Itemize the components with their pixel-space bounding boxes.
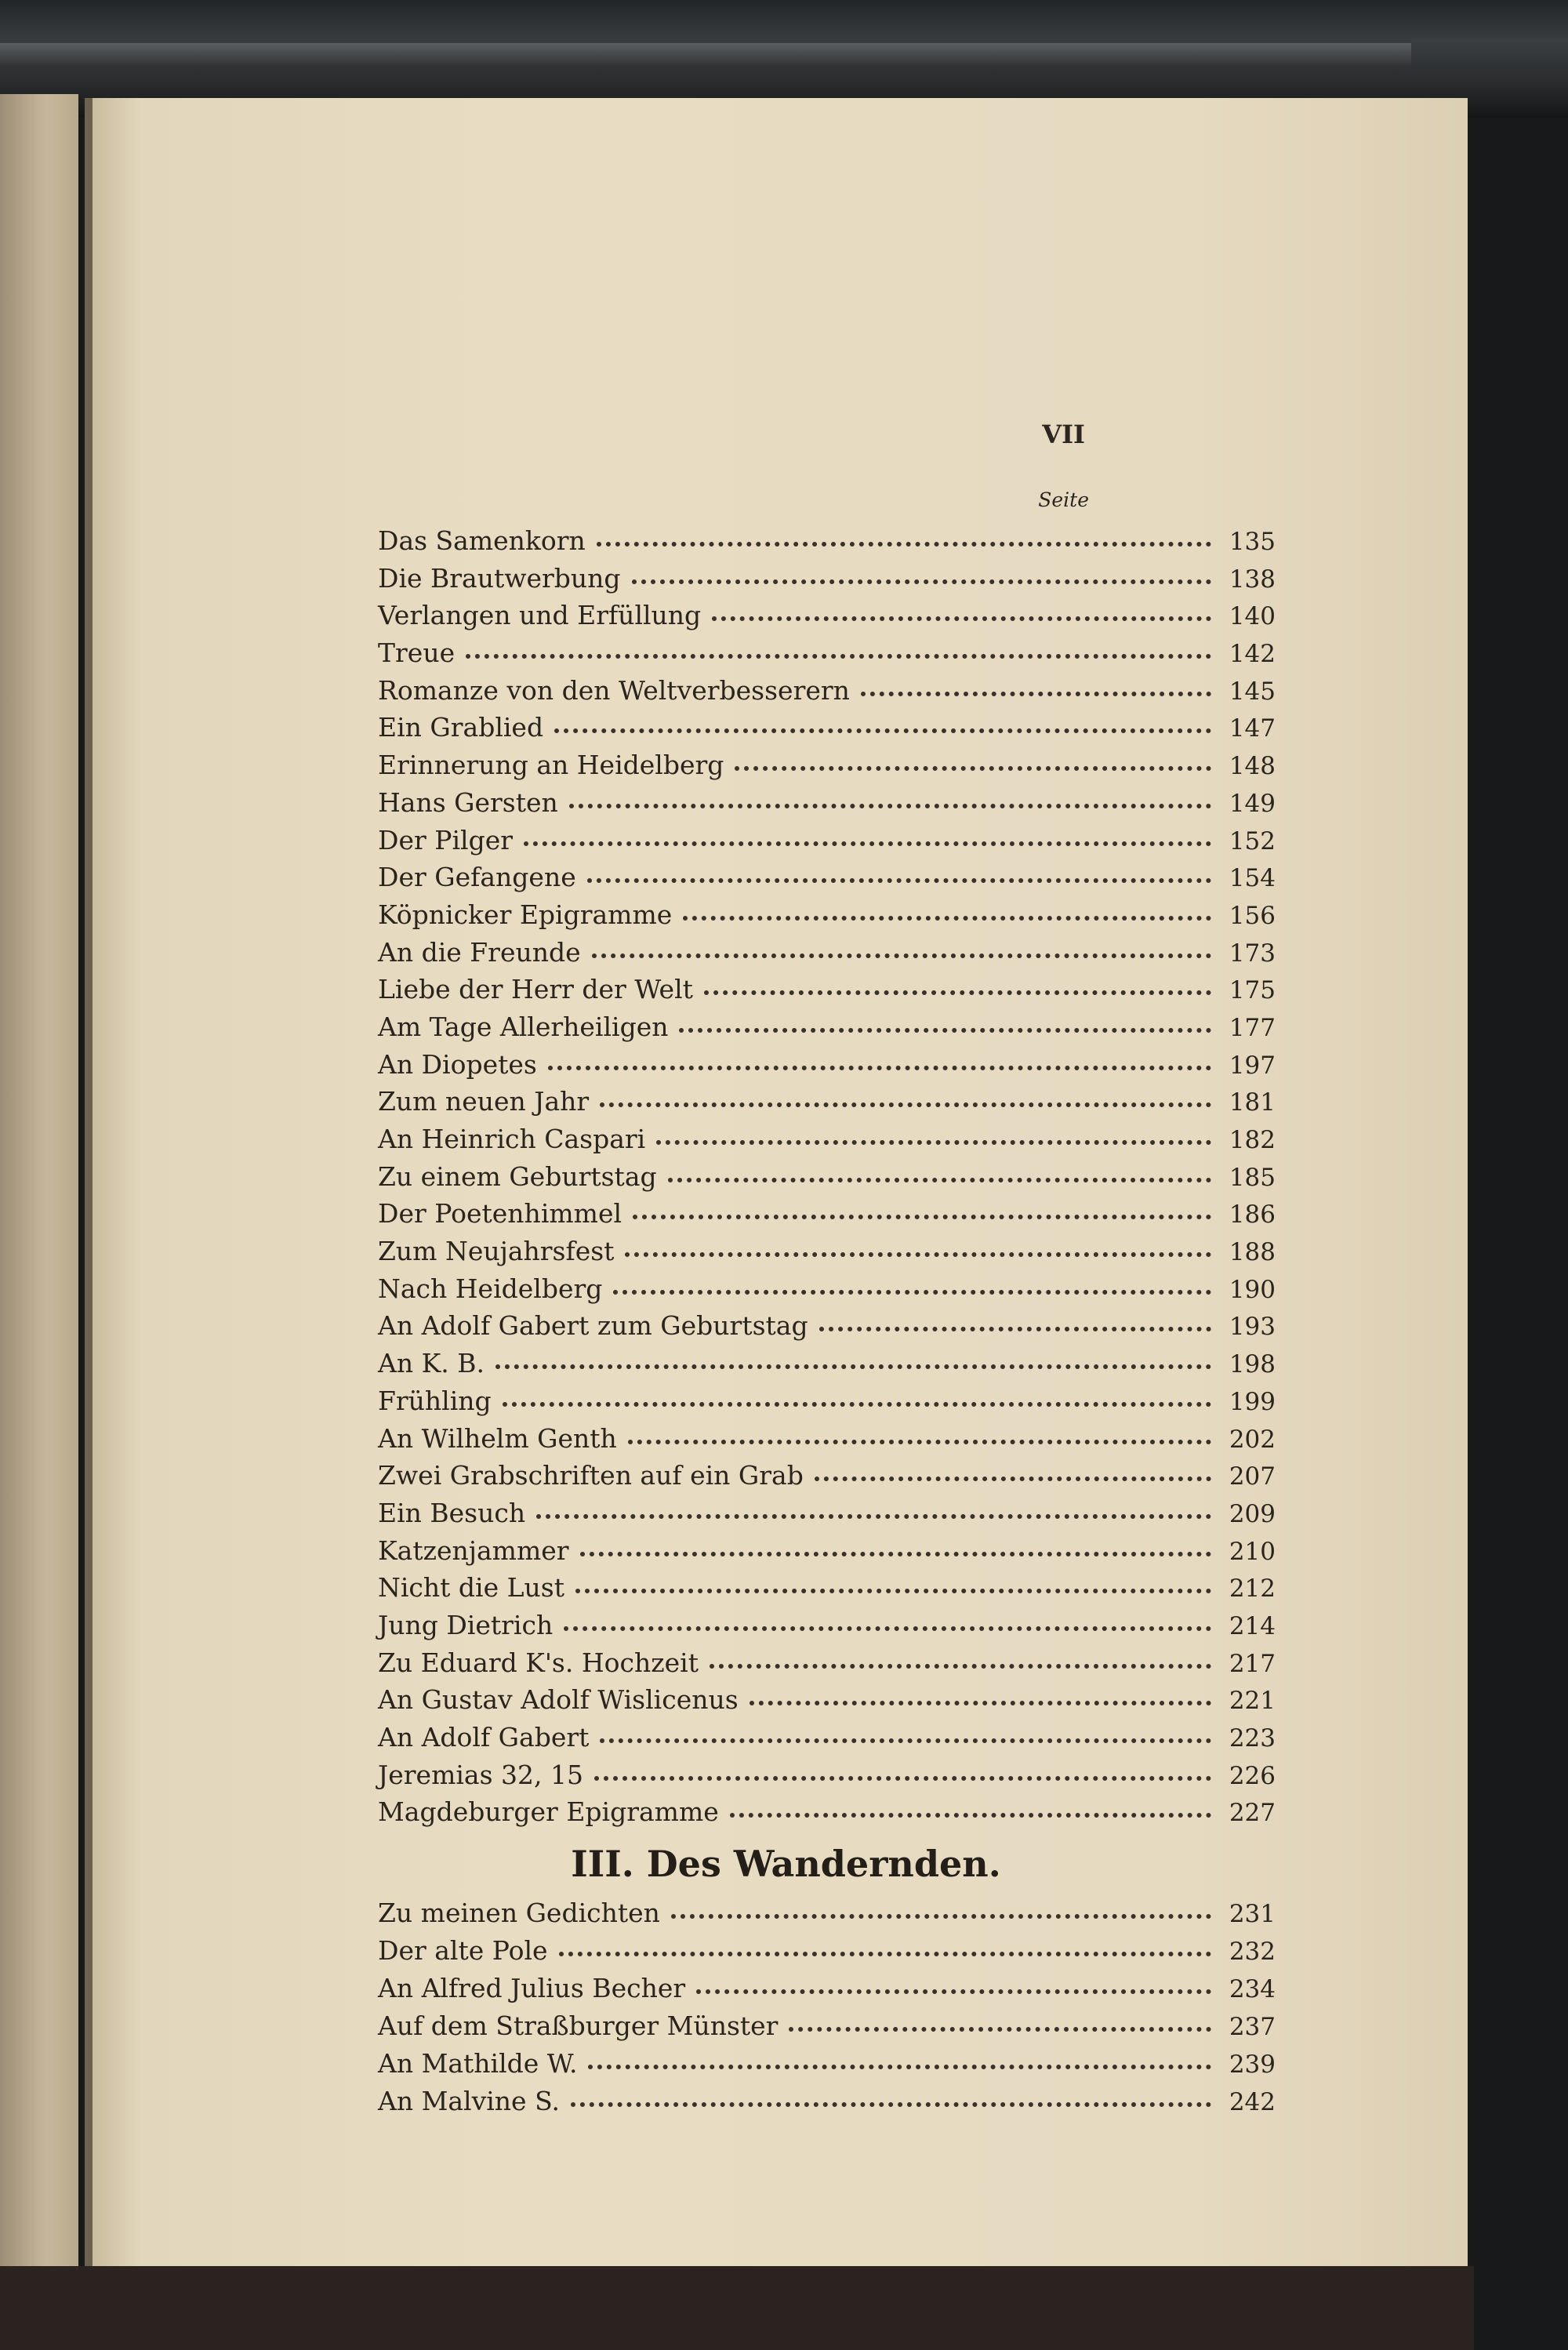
- book-bottom-shadow: [0, 2266, 1474, 2350]
- entry-page-number: 223: [1229, 1724, 1276, 1753]
- toc-entry: [378, 899, 1276, 937]
- left-page-edge: [0, 94, 78, 2350]
- dot-leader: [588, 2064, 1211, 2069]
- entry-page-number: 175: [1229, 976, 1276, 1005]
- book-binding-edge: [0, 43, 1411, 67]
- entry-title: Zum neuen Jahr: [378, 1086, 590, 1117]
- dot-leader: [597, 541, 1211, 547]
- entry-page-number: 138: [1229, 565, 1276, 594]
- entry-page-number: 177: [1229, 1013, 1276, 1042]
- toc-entry: [378, 1460, 1276, 1498]
- entry-title: Ein Besuch: [378, 1497, 526, 1528]
- entry-page-number: 207: [1229, 1462, 1276, 1491]
- dot-leader: [600, 1102, 1211, 1107]
- entry-page-number: 202: [1229, 1425, 1276, 1454]
- entry-title: Romanze von den Weltverbesserern: [378, 674, 850, 706]
- dot-leader: [704, 990, 1211, 995]
- entry-title: An Adolf Gabert zum Geburtstag: [378, 1310, 808, 1342]
- toc-entry: [378, 1236, 1276, 1273]
- entry-page-number: 231: [1229, 1900, 1276, 1928]
- toc-entry: [378, 1086, 1276, 1124]
- toc-entry: [378, 2086, 1276, 2123]
- dot-leader: [730, 1812, 1211, 1818]
- dot-leader: [819, 1326, 1211, 1331]
- entry-page-number: 185: [1229, 1163, 1276, 1192]
- entry-title: Der Poetenhimmel: [378, 1198, 622, 1229]
- entry-title: Zu meinen Gedichten: [378, 1898, 660, 1928]
- entry-title: Nach Heidelberg: [378, 1273, 603, 1304]
- toc-section-2: [378, 1898, 1276, 2123]
- toc-entry: [378, 1973, 1276, 2010]
- entry-page-number: 182: [1229, 1126, 1276, 1154]
- entry-page-number: 242: [1229, 2088, 1276, 2116]
- dot-leader: [628, 1439, 1211, 1444]
- dot-leader: [592, 953, 1211, 958]
- entry-title: An Diopetes: [378, 1048, 537, 1080]
- entry-title: Zwei Grabschriften auf ein Grab: [378, 1460, 804, 1491]
- toc-entry: [378, 1572, 1276, 1610]
- entry-page-number: 214: [1229, 1611, 1276, 1640]
- entry-title: Katzenjammer: [378, 1535, 569, 1566]
- dot-leader: [656, 1139, 1211, 1145]
- toc-entry: [378, 675, 1276, 713]
- dot-leader: [495, 1364, 1211, 1369]
- entry-title: Magdeburger Epigramme: [378, 1796, 719, 1828]
- dot-leader: [712, 616, 1211, 621]
- entry-title: Nicht die Lust: [378, 1572, 564, 1604]
- dot-leader: [575, 1588, 1211, 1593]
- dot-leader: [587, 877, 1211, 883]
- toc-entry: [378, 1684, 1276, 1722]
- toc-entry: [378, 2010, 1276, 2048]
- dot-leader: [815, 1476, 1211, 1481]
- entry-page-number: 209: [1229, 1499, 1276, 1528]
- entry-page-number: 221: [1229, 1687, 1276, 1716]
- dot-leader: [633, 1214, 1211, 1219]
- dot-leader: [571, 2101, 1211, 2107]
- toc-entry: [378, 1161, 1276, 1199]
- toc-entry: [378, 862, 1276, 899]
- toc-entry: [378, 1124, 1276, 1161]
- entry-title: Jung Dietrich: [378, 1609, 554, 1640]
- toc-entry: [378, 1610, 1276, 1647]
- entry-title: Das Samenkorn: [378, 525, 586, 556]
- entry-page-number: 232: [1229, 1938, 1276, 1966]
- entry-page-number: 210: [1229, 1537, 1276, 1566]
- entry-page-number: 199: [1229, 1387, 1276, 1416]
- dot-leader: [524, 841, 1211, 846]
- toc-entry: [378, 787, 1276, 825]
- entry-page-number: 140: [1229, 602, 1276, 631]
- toc-entry: [378, 712, 1276, 750]
- dot-leader: [683, 915, 1211, 921]
- dot-leader: [696, 1989, 1211, 1994]
- entry-page-number: 181: [1229, 1088, 1276, 1117]
- entry-title: Der Gefangene: [378, 862, 576, 893]
- entry-title: An Mathilde W.: [378, 2048, 578, 2079]
- entry-title: Liebe der Herr der Welt: [378, 974, 693, 1005]
- entry-page-number: 193: [1229, 1313, 1276, 1342]
- dot-leader: [564, 1625, 1211, 1631]
- entry-page-number: 190: [1229, 1275, 1276, 1304]
- toc-entry: [378, 1498, 1276, 1535]
- toc-entry: [378, 937, 1276, 975]
- toc-entry: [378, 525, 1276, 563]
- toc-entry: [378, 1647, 1276, 1685]
- entry-page-number: 148: [1229, 752, 1276, 781]
- entry-title: An K. B.: [378, 1348, 485, 1379]
- toc-entry: [378, 563, 1276, 601]
- toc-entry: [378, 1386, 1276, 1423]
- dot-leader: [632, 579, 1211, 584]
- toc-entry: [378, 974, 1276, 1012]
- entry-title: An die Freunde: [378, 936, 581, 968]
- entry-title: Die Brautwerbung: [378, 562, 621, 594]
- page-column-label: Seite: [1038, 489, 1089, 511]
- toc-entry: [378, 1423, 1276, 1461]
- entry-page-number: 188: [1229, 1238, 1276, 1267]
- dot-leader: [750, 1700, 1211, 1705]
- dot-leader: [710, 1663, 1211, 1669]
- entry-page-number: 142: [1229, 640, 1276, 669]
- dot-leader: [569, 803, 1211, 808]
- entry-title: An Heinrich Caspari: [378, 1124, 646, 1154]
- entry-title: Verlangen und Erfüllung: [378, 600, 702, 631]
- entry-title: Auf dem Straßburger Münster: [378, 2010, 779, 2041]
- toc-entry: [378, 1796, 1276, 1834]
- entry-title: Zum Neujahrsfest: [378, 1236, 615, 1267]
- dot-leader: [536, 1513, 1211, 1519]
- book-page: [86, 98, 1468, 2266]
- toc-entry: [378, 1310, 1276, 1348]
- entry-page-number: 149: [1229, 789, 1276, 818]
- toc-entry: [378, 637, 1276, 675]
- entry-page-number: 227: [1229, 1799, 1276, 1828]
- dot-leader: [548, 1065, 1211, 1070]
- entry-title: Zu Eduard K's. Hochzeit: [378, 1647, 699, 1678]
- entry-page-number: 156: [1229, 901, 1276, 930]
- dot-leader: [861, 691, 1211, 696]
- entry-page-number: 237: [1229, 2013, 1276, 2041]
- entry-title: Erinnerung an Heidelberg: [378, 750, 724, 781]
- toc-entry: [378, 2048, 1276, 2086]
- entry-title: Ein Grablied: [378, 712, 544, 743]
- toc-entry: [378, 1760, 1276, 1797]
- dot-leader: [503, 1401, 1211, 1407]
- dot-leader: [668, 1177, 1211, 1182]
- entry-title: Der alte Pole: [378, 1935, 548, 1966]
- dot-leader: [679, 1027, 1211, 1033]
- entry-page-number: 154: [1229, 864, 1276, 893]
- dot-leader: [594, 1775, 1211, 1781]
- entry-title: Zu einem Geburtstag: [378, 1160, 657, 1192]
- toc-entry: [378, 1273, 1276, 1311]
- toc-entry: [378, 1935, 1276, 1973]
- entry-title: Am Tage Allerheiligen: [378, 1011, 669, 1042]
- dot-leader: [580, 1551, 1211, 1556]
- section-heading: III. Des Wandernden.: [571, 1843, 1001, 1885]
- toc-entry: [378, 1198, 1276, 1236]
- entry-title: An Gustav Adolf Wislicenus: [378, 1684, 739, 1716]
- entry-page-number: 212: [1229, 1575, 1276, 1604]
- toc-entry: [378, 1898, 1276, 1935]
- entry-title: An Adolf Gabert: [378, 1722, 590, 1753]
- entry-page-number: 173: [1229, 939, 1276, 968]
- entry-page-number: 186: [1229, 1200, 1276, 1229]
- page-gutter: [85, 98, 93, 2266]
- dot-leader: [600, 1738, 1211, 1743]
- dot-leader: [625, 1251, 1211, 1257]
- toc-section-1: [378, 525, 1276, 1834]
- dot-leader: [789, 2026, 1211, 2032]
- entry-title: Hans Gersten: [378, 786, 558, 818]
- entry-page-number: 152: [1229, 826, 1276, 855]
- entry-page-number: 239: [1229, 2050, 1276, 2079]
- entry-page-number: 197: [1229, 1051, 1276, 1080]
- entry-page-number: 217: [1229, 1649, 1276, 1678]
- entry-page-number: 147: [1229, 714, 1276, 743]
- toc-entry: [378, 1348, 1276, 1386]
- dot-leader: [613, 1289, 1211, 1295]
- toc-entry: [378, 1012, 1276, 1049]
- toc-entry: [378, 1049, 1276, 1087]
- dot-leader: [559, 1951, 1211, 1956]
- entry-page-number: 234: [1229, 1975, 1276, 2003]
- toc-entry: [378, 600, 1276, 637]
- entry-page-number: 226: [1229, 1761, 1276, 1790]
- entry-page-number: 198: [1229, 1350, 1276, 1379]
- toc-entry: [378, 750, 1276, 787]
- entry-page-number: 145: [1229, 677, 1276, 706]
- dot-leader: [735, 765, 1211, 771]
- entry-title: An Wilhelm Genth: [378, 1422, 617, 1454]
- entry-page-number: 135: [1229, 528, 1276, 556]
- toc-entry: [378, 1722, 1276, 1760]
- entry-title: An Malvine S.: [378, 2086, 560, 2116]
- entry-title: Frühling: [378, 1385, 492, 1416]
- page-number: VII: [1042, 420, 1085, 449]
- entry-title: Köpnicker Epigramme: [378, 899, 673, 930]
- dot-leader: [671, 1913, 1211, 1919]
- entry-title: Der Pilger: [378, 824, 513, 855]
- dot-leader: [466, 653, 1211, 659]
- toc-entry: [378, 1535, 1276, 1573]
- dot-leader: [554, 728, 1211, 733]
- entry-title: Jeremias 32, 15: [378, 1759, 583, 1790]
- entry-title: Treue: [378, 637, 456, 669]
- toc-entry: [378, 825, 1276, 863]
- entry-title: An Alfred Julius Becher: [378, 1973, 686, 2003]
